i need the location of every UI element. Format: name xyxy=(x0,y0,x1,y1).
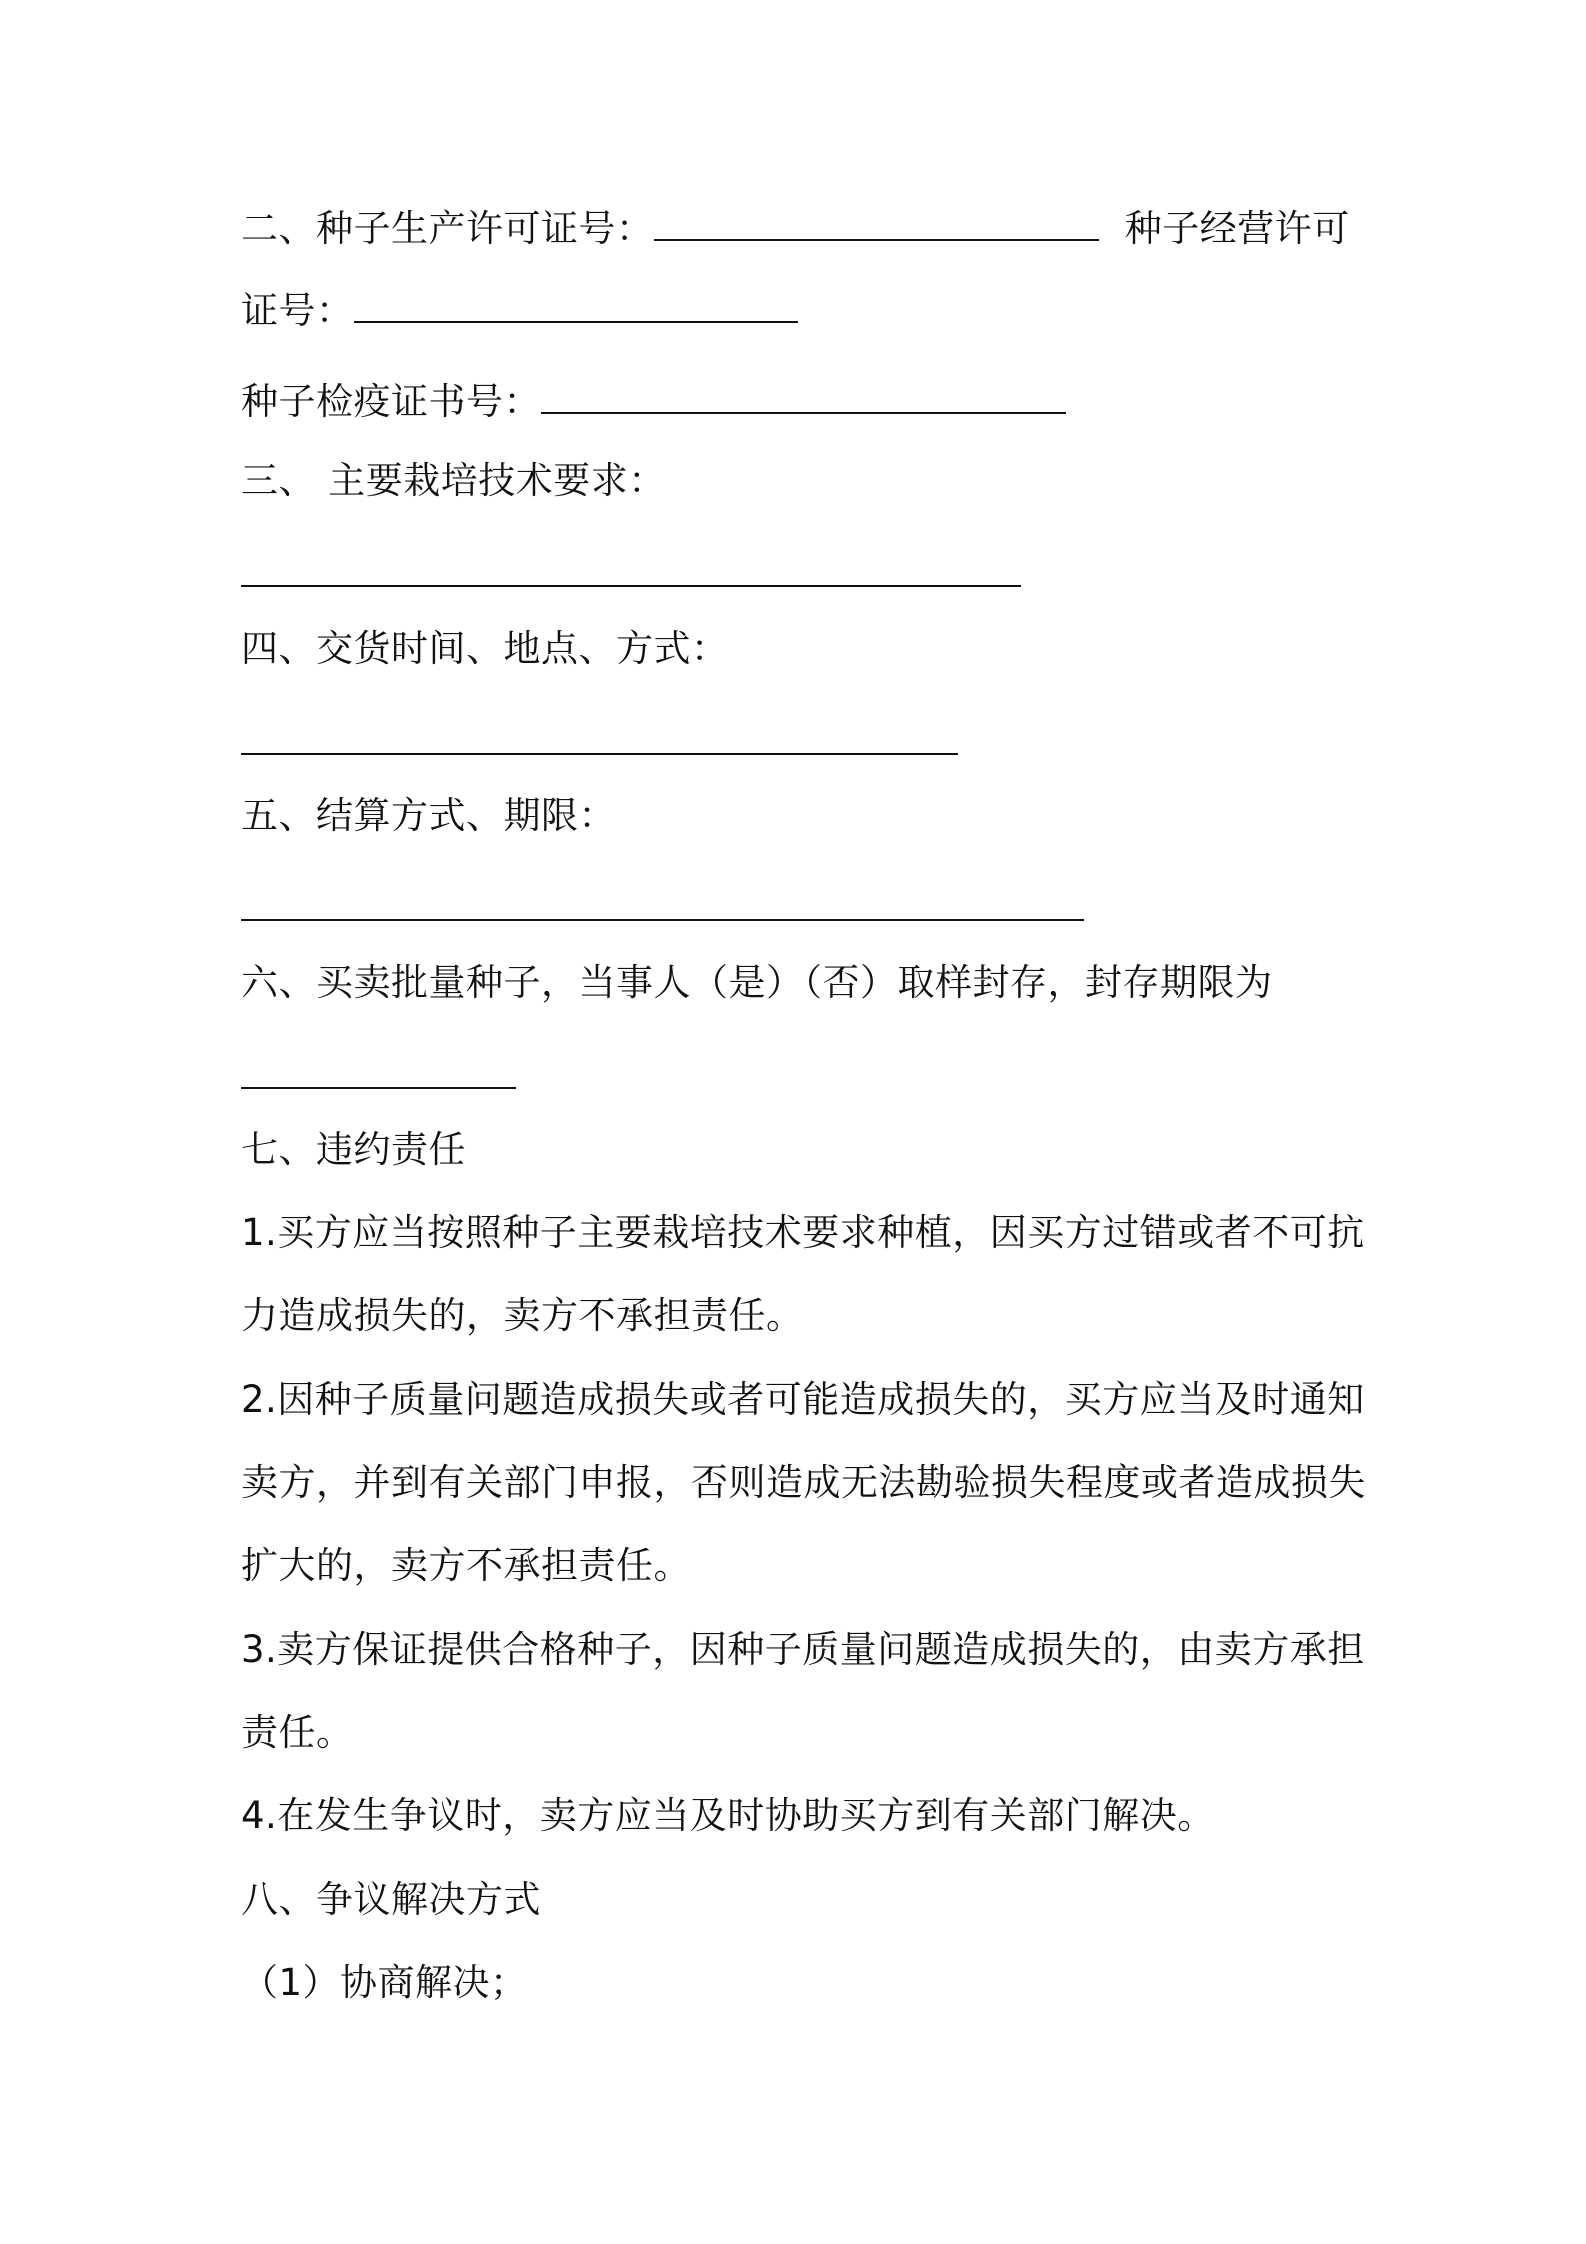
section3-blank[interactable] xyxy=(241,585,1021,587)
section7-item3-line1: 3.卖方保证提供合格种子，因种子质量问题造成损失的，由卖方承担 xyxy=(241,1628,1365,1671)
section7-item4-line1: 4.在发生争议时，卖方应当及时协助买方到有关部门解决。 xyxy=(241,1794,1215,1837)
section2-line1 xyxy=(241,206,1350,252)
section7-item2-line3: 扩大的，卖方不承担责任。 xyxy=(241,1544,691,1587)
section2-line2 xyxy=(241,288,798,334)
production-license-label: 二、种子生产许可证号： xyxy=(241,207,654,250)
section5-title: 五、结算方式、期限： xyxy=(241,794,616,837)
section4-title: 四、交货时间、地点、方式： xyxy=(241,627,729,670)
section7-item1-line1: 1.买方应当按照种子主要栽培技术要求种植，因买方过错或者不可抗 xyxy=(241,1211,1365,1254)
quarantine-cert-label: 种子检疫证书号： xyxy=(241,380,541,423)
section6-blank[interactable] xyxy=(241,1087,516,1089)
section3-title: 三、 主要栽培技术要求： xyxy=(241,459,666,502)
section8-title: 八、争议解决方式 xyxy=(241,1878,541,1921)
section7-item1-line2: 力造成损失的，卖方不承担责任。 xyxy=(241,1294,804,1337)
section2-line3 xyxy=(241,379,1066,425)
section7-title: 七、违约责任 xyxy=(241,1128,466,1171)
business-license-blank[interactable] xyxy=(354,289,798,323)
section7-item3-line2: 责任。 xyxy=(241,1711,354,1754)
section6-title: 六、买卖批量种子，当事人（是）（否）取样封存，封存期限为 xyxy=(241,961,1273,1004)
section8-option1: （1）协商解决； xyxy=(241,1961,528,2004)
section7-item2-line1: 2.因种子质量问题造成损失或者可能造成损失的，买方应当及时通知 xyxy=(241,1378,1365,1421)
quarantine-cert-blank[interactable] xyxy=(541,380,1066,414)
section4-blank[interactable] xyxy=(241,753,958,755)
production-license-blank[interactable] xyxy=(654,207,1099,241)
section7-item2-line2: 卖方，并到有关部门申报，否则造成无法勘验损失程度或者造成损失 xyxy=(241,1461,1366,1504)
section5-blank[interactable] xyxy=(241,919,1084,921)
business-license-label: 种子经营许可 xyxy=(1124,207,1350,250)
business-license-label-cont: 证号： xyxy=(241,289,354,332)
